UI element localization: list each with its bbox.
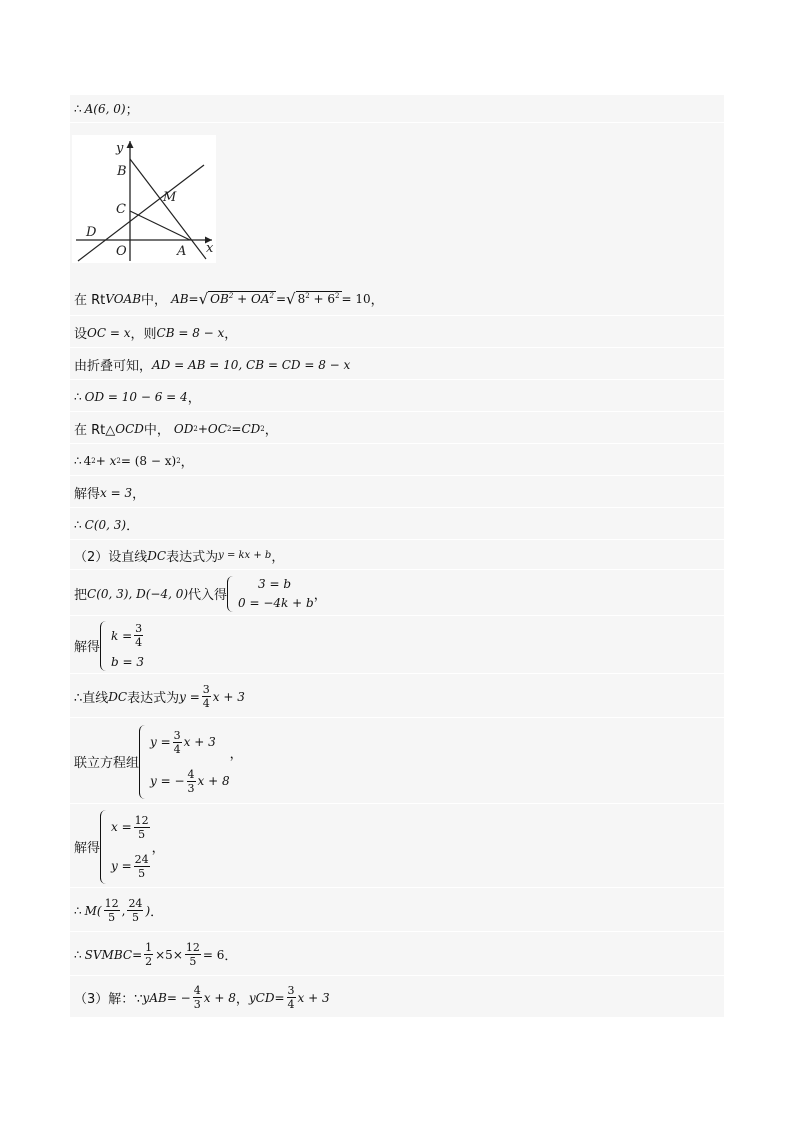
punct: ， (132, 487, 146, 502)
denominator: 2 (145, 955, 153, 968)
punct: ． (126, 519, 140, 534)
punct: ， (264, 423, 278, 438)
fraction (144, 941, 153, 968)
eq: = (132, 947, 143, 962)
text: 表达式为 (166, 550, 219, 565)
numerator: 3 (287, 984, 295, 997)
radicand-1: $OB^2 + OA^2$ (210, 292, 274, 306)
label-a: A (177, 244, 187, 259)
term: y = − (150, 774, 185, 788)
denominator: 5 (131, 911, 139, 924)
eq: = (188, 291, 199, 306)
line-substitute (70, 572, 724, 616)
line-solve-kb (70, 618, 724, 674)
eq: = (231, 421, 242, 436)
points: C(0, 3), D(−4, 0) (87, 586, 189, 601)
term: x = (111, 820, 132, 834)
term: 8 (297, 292, 306, 306)
term: k = (111, 628, 133, 643)
equation-system (227, 575, 314, 613)
therefore-symbol: ∴ (74, 947, 82, 962)
punct: ， (235, 992, 249, 1007)
line-name: DC (147, 548, 167, 563)
denominator: 3 (193, 998, 201, 1011)
label-o: O (116, 244, 127, 259)
line-solve-x (70, 478, 724, 508)
term: 6 (327, 292, 336, 306)
term: ×5× (155, 947, 183, 962)
denominator: 4 (287, 998, 295, 1011)
term: x + 3 (183, 735, 216, 749)
line-name: DC (108, 689, 128, 704)
line-equation: ∴ 4 2 + x 2 = (8 − x) 2 ， (70, 446, 724, 476)
brace-icon (100, 621, 107, 671)
term: x + 3 (297, 990, 330, 1005)
text: 在 Rt (74, 293, 106, 308)
denominator: 5 (138, 866, 146, 880)
numerator: 4 (193, 984, 201, 997)
punct: ， (229, 747, 243, 762)
term: x + 3 (212, 689, 245, 704)
coordinate-figure (72, 135, 216, 263)
label-y: y (116, 141, 124, 156)
punct: ， (187, 391, 201, 406)
system-rows (150, 723, 230, 801)
line-c-coordinate (70, 510, 724, 540)
term: 4 (83, 453, 92, 468)
line-pythagoras-ocd: 在 Rt△ OCD 中， OD 2 + OC 2 = CD 2 ， (70, 414, 724, 444)
label-m: M (163, 190, 177, 205)
term: y (142, 990, 150, 1005)
brace-icon (100, 810, 107, 884)
line-dc-expression (70, 676, 724, 718)
numerator: 3 (135, 622, 143, 636)
numerator: 1 (145, 941, 153, 954)
therefore-symbol: ∴ (74, 517, 82, 532)
text: ∴直线 (74, 691, 109, 706)
sqrt-icon: √ (286, 289, 296, 308)
comma: , (121, 903, 126, 918)
row (150, 768, 230, 795)
term: OC (207, 421, 227, 436)
line-area (70, 934, 724, 976)
punct: ， (370, 293, 384, 308)
term: y = (179, 689, 200, 704)
denominator: 4 (202, 697, 210, 710)
line-m-coordinate (70, 890, 724, 932)
term: S (84, 947, 93, 962)
fraction (173, 729, 182, 756)
result: = 6 (202, 947, 225, 962)
line-ab (130, 159, 206, 259)
label-b: B (117, 164, 127, 179)
therefore-symbol: ∴ (74, 101, 82, 116)
punct: ； (125, 103, 139, 118)
brace-icon (227, 576, 234, 612)
fraction (185, 941, 201, 968)
expr: OD = 10 − 6 = 4 (84, 389, 188, 404)
row (150, 729, 230, 756)
eq: = (274, 990, 285, 1005)
line-set-oc (70, 318, 724, 348)
label-c: C (116, 202, 126, 217)
row: 0 = −4k + b (238, 596, 314, 610)
punct: ， (180, 455, 194, 470)
term: M( (84, 903, 102, 918)
numerator: 3 (202, 683, 210, 696)
line-od (70, 382, 724, 412)
text: ，则 (130, 327, 157, 342)
punct: ， (224, 327, 238, 342)
brace-icon (139, 725, 146, 799)
text: 表达式为 (127, 691, 180, 706)
numerator: 12 (104, 897, 119, 910)
row: b = 3 (111, 654, 145, 669)
punct: ， (151, 841, 165, 856)
expr: OC = x (87, 325, 131, 340)
triangle-name: VOAB (105, 291, 142, 306)
label-d: D (86, 225, 97, 240)
fraction (193, 984, 202, 1011)
term: OB (210, 292, 229, 306)
figure-svg (72, 135, 216, 263)
system-rows (238, 575, 314, 613)
term: AB (171, 291, 189, 306)
row (111, 622, 145, 649)
therefore-symbol: ∴ (74, 389, 82, 404)
plus: + (197, 421, 208, 436)
text: 在 Rt△ (74, 423, 116, 438)
term: x + 8 (197, 774, 230, 788)
fraction (127, 897, 143, 924)
line-simultaneous (70, 720, 724, 804)
denominator: 5 (138, 827, 146, 841)
solution-system (100, 808, 152, 886)
y-axis-arrow-icon (127, 141, 134, 148)
term: y (248, 990, 256, 1005)
term: ) (145, 903, 151, 918)
numerator: 24 (128, 897, 143, 910)
plus: + (309, 292, 328, 306)
denominator: 4 (135, 636, 143, 650)
line-part3 (70, 978, 724, 1017)
term: x + 8 (203, 990, 236, 1005)
fraction (134, 622, 143, 649)
term: + x (95, 453, 117, 468)
text: 联立方程组 (74, 756, 140, 771)
eq: = − (166, 990, 191, 1005)
fraction (202, 683, 211, 710)
result: = 10 (341, 291, 371, 306)
text: 把 (74, 588, 88, 603)
solution-system (100, 620, 145, 672)
text: 中， (141, 293, 168, 308)
numerator: 24 (134, 852, 149, 866)
denominator: 5 (189, 955, 197, 968)
punct: ． (150, 905, 164, 920)
term: y = (111, 859, 132, 873)
triangle-name: OCD (115, 421, 144, 436)
row: 3 = b (258, 577, 292, 591)
text: 中， (143, 423, 170, 438)
numerator: 12 (134, 813, 149, 827)
row (111, 853, 152, 880)
punct: ， (313, 588, 327, 603)
subscript: AB (149, 990, 167, 1005)
text: 由折叠可知， (74, 359, 153, 374)
text: （2）设直线 (74, 550, 148, 565)
numerator: 12 (185, 941, 200, 954)
line-pythagoras-oab (70, 282, 724, 316)
text: 代入得 (188, 588, 228, 603)
term: OA (250, 292, 270, 306)
term: y = (150, 735, 171, 749)
fraction (134, 814, 150, 841)
equation-system (139, 723, 230, 801)
term: CD (241, 421, 261, 436)
numerator: 3 (173, 728, 181, 742)
line-part2-setup (70, 542, 724, 570)
denominator: 4 (173, 742, 181, 756)
subscript: VMBC (92, 947, 133, 962)
punct: ． (224, 949, 238, 964)
text: （3）解：∵ (74, 992, 143, 1007)
denominator: 3 (187, 781, 195, 795)
eq: = (275, 291, 287, 306)
fraction (134, 853, 150, 880)
text: 解得 (74, 640, 101, 655)
denominator: 5 (108, 911, 116, 924)
sqrt-icon: √ (198, 289, 209, 308)
expr: C(0, 3) (84, 517, 127, 532)
line-solve-xy (70, 806, 724, 888)
line-folding (70, 350, 724, 380)
label-x: x (206, 241, 214, 256)
punct: ， (271, 550, 285, 565)
system-rows (111, 808, 152, 886)
line-a-coordinate (70, 95, 724, 123)
plus: + (233, 292, 251, 306)
subscript: CD (255, 990, 275, 1005)
fraction (187, 768, 196, 795)
term: OD (173, 421, 194, 436)
point-a-expr: A(6, 0) (84, 101, 126, 116)
term: = (8 − x) (120, 453, 177, 468)
expr: y = kx + b (218, 550, 272, 561)
system-rows (111, 620, 145, 672)
expr: x = 3 (100, 485, 133, 500)
expr: AD = AB = 10, CB = CD = 8 − x (152, 357, 351, 372)
row (111, 814, 152, 841)
text: 解得 (74, 487, 101, 502)
therefore-symbol: ∴ (74, 453, 82, 468)
expr: CB = 8 − x (156, 325, 225, 340)
text: 解得 (74, 841, 101, 856)
text: 设 (74, 327, 88, 342)
therefore-symbol: ∴ (74, 903, 82, 918)
fraction (104, 897, 120, 924)
radicand-2: $8^2 + 6^2$ (297, 292, 340, 306)
numerator: 4 (187, 767, 195, 781)
fraction (287, 984, 296, 1011)
